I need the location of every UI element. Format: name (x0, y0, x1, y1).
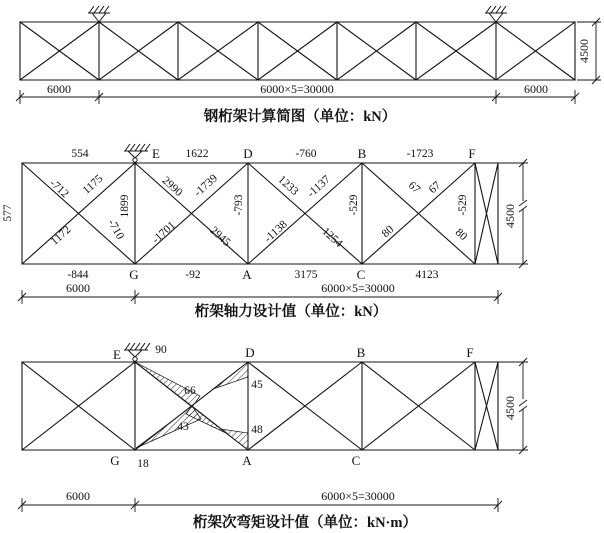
node-label-A: A (242, 453, 252, 468)
caption-calc-diagram: 钢桁架计算简图（单位：kN） (203, 109, 397, 125)
moment-hatch (135, 362, 248, 450)
axial-diag-b3-4: 1254 (319, 225, 345, 250)
node-label-F: F (466, 345, 474, 360)
truss-lines (20, 22, 575, 80)
caption-axial-diagram: 桁架轴力设计值（单位：kN） (194, 304, 388, 320)
dim-label-height: 4500 (577, 39, 591, 63)
axial-vertical-B: -529 (348, 194, 360, 216)
dim-horizontal (18, 281, 502, 304)
dim-horizontal (18, 489, 502, 512)
dim-vertical (577, 18, 601, 84)
dim-label-left-span: 6000 (66, 489, 90, 503)
node-label-B: B (356, 345, 366, 360)
dim-horizontal (16, 82, 579, 104)
axial-diag-b1-3: 1172 (48, 223, 74, 248)
node-label-E: E (113, 347, 121, 362)
axial-diag-b2-4: 2945 (207, 224, 233, 249)
axial-force-diagram (2, 144, 528, 320)
axial-diag-b4-4: 80 (452, 226, 470, 244)
axial-diag-b4-2: 67 (426, 179, 444, 197)
axial-diag-b1-1: -712 (47, 177, 71, 201)
axial-end-post: 577 (2, 204, 14, 222)
axial-top-chord-1: 554 (71, 148, 89, 160)
axial-bottom-chord-3: 3175 (294, 269, 318, 281)
node-label-G: G (129, 267, 139, 282)
axial-diag-b2-2: -1739 (192, 172, 220, 200)
axial-bottom-chord-1: -844 (67, 269, 89, 281)
node-label-G: G (110, 453, 120, 468)
caption-moment-diagram: 桁架次弯矩设计值（单位：kN·m） (193, 515, 417, 531)
node-label-A: A (242, 267, 252, 282)
axial-diag-b1-2: 1175 (80, 172, 106, 197)
support-icon (124, 144, 150, 162)
axial-vertical-F: -529 (457, 194, 469, 216)
node-label-D: D (245, 345, 255, 360)
node-label-C: C (356, 267, 366, 282)
moment-value-g: 18 (137, 458, 149, 470)
axial-diag-b1-4: -710 (105, 217, 127, 242)
axial-diag-b3-1: 1233 (275, 173, 301, 198)
axial-diag-b2-1: 2990 (159, 174, 185, 199)
moment-diagram (18, 343, 528, 531)
dim-label-height: 4500 (503, 396, 517, 420)
support-icon (124, 343, 150, 361)
axial-vertical-D: -793 (233, 194, 245, 216)
axial-diag-b4-1: 67 (405, 179, 423, 197)
truss-lines (22, 362, 498, 450)
axial-top-chord-3: -760 (295, 148, 317, 160)
node-label-C: C (351, 453, 361, 468)
dim-label-left-span: 6000 (47, 82, 71, 96)
moment-value-a: 48 (251, 424, 263, 436)
dim-label-left-span: 6000 (66, 281, 90, 295)
axial-bottom-chord-4: 4123 (415, 269, 439, 281)
axial-diag-b3-3: -1138 (262, 218, 290, 246)
dim-label-height: 4500 (503, 204, 517, 228)
dim-label-mid-span: 6000×5=30000 (321, 281, 395, 295)
moment-value-d: 45 (251, 379, 263, 391)
dim-label-mid-span: 6000×5=30000 (321, 489, 395, 503)
support-icon (485, 6, 507, 22)
dim-vertical (498, 159, 528, 268)
support-icon (88, 6, 110, 22)
axial-vertical-E: 1899 (119, 194, 131, 218)
axial-top-chord-2: 1622 (185, 148, 209, 160)
dim-label-right-span: 6000 (524, 82, 548, 96)
axial-diag-b3-2: -1137 (305, 173, 333, 201)
node-label-D: D (243, 146, 253, 161)
node-label-F: F (468, 146, 476, 161)
axial-bottom-chord-2: -92 (185, 269, 201, 281)
moment-value-crossing: 66 (184, 385, 196, 397)
moment-value-support: 90 (155, 344, 167, 356)
dim-vertical (498, 358, 528, 454)
dim-label-mid-span: 6000×5=30000 (260, 82, 334, 96)
node-label-E: E (152, 146, 160, 161)
truss-calc-diagram (16, 6, 601, 125)
moment-value-below-crossing: 43 (177, 421, 189, 433)
axial-top-chord-4: -1723 (406, 148, 434, 160)
axial-diag-b2-3: -1701 (150, 219, 178, 247)
axial-diag-b4-3: 80 (379, 223, 397, 241)
node-label-B: B (357, 146, 367, 161)
